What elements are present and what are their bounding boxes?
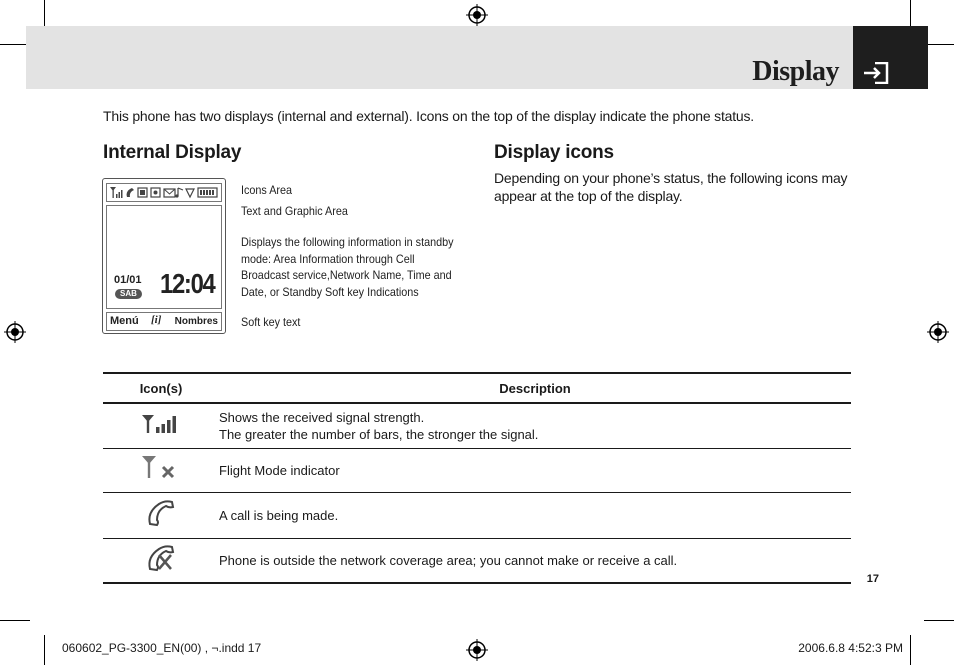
display-icons-heading: Display icons [494,142,614,163]
table-header-row [103,373,851,403]
desc-line: The greater the number of bars, the stronger the signal. [219,426,539,442]
registration-mark-icon [466,639,488,661]
status-icons-icon [108,185,220,200]
table-row [103,538,851,583]
footer-file-info: 060602_PG-3300_EN(00) , ¬.indd 17 [62,641,262,655]
phone-date: 01/01 [114,274,142,286]
crop-mark [924,620,954,621]
phone-softkey-bar [106,312,222,331]
label-standby-info: Displays the following information in standby mode: Area Information through Cell Broadcast service,Network Name, Time and Date, or Standby Soft key Indications [241,235,454,299]
label-soft-key: Soft key text [241,315,301,329]
header-band [26,26,853,89]
col-icons-header: Icon(s) [103,373,219,403]
call-icon [145,498,177,528]
registration-mark-icon [466,4,488,26]
desc-cell: A call is being made. [219,492,851,538]
internal-display-heading: Internal Display [103,142,242,163]
table-row [103,403,851,448]
label-text-area: Text and Graphic Area [241,204,348,218]
enter-arrow-icon [863,62,889,84]
flight-mode-icon [140,453,182,483]
icon-cell [103,403,219,448]
table-row [103,492,851,538]
phone-icons-area [106,183,222,202]
table-row [103,448,851,492]
desc-line: Shows the received signal strength. [219,409,425,425]
label-icons-area: Icons Area [241,183,293,197]
phone-time: 12:04 [160,268,215,299]
header-tab [853,26,928,89]
page-title: Display [752,56,839,87]
phone-day-badge: SAB [115,289,142,299]
no-service-icon [145,543,177,573]
footer-timestamp: 2006.6.8 4:52:3 PM [798,641,903,655]
desc-cell: Phone is outside the network coverage area; you cannot make or receive a call. [219,538,851,583]
desc-cell [219,403,851,448]
page-number: 17 [866,573,879,585]
display-icons-body: Depending on your phone’s status, the following icons may appear at the top of the display. [494,170,848,204]
crop-mark [0,620,30,621]
desc-cell: Flight Mode indicator [219,448,851,492]
registration-mark-icon [927,321,949,343]
crop-mark [910,635,911,665]
col-desc-header: Description [219,373,851,403]
intro-text: This phone has two displays (internal and external). Icons on the top of the display indicate the phone status. [103,108,754,124]
icon-cell [103,492,219,538]
softkey-mid: [i] [151,314,162,326]
softkey-left: Menú [110,315,139,327]
icon-cell [103,448,219,492]
icons-table [103,372,851,584]
signal-strength-icon [140,412,182,436]
crop-mark [924,44,954,45]
registration-mark-icon [4,321,26,343]
softkey-right: Nombres [174,316,218,327]
icon-cell [103,538,219,583]
crop-mark [44,635,45,665]
